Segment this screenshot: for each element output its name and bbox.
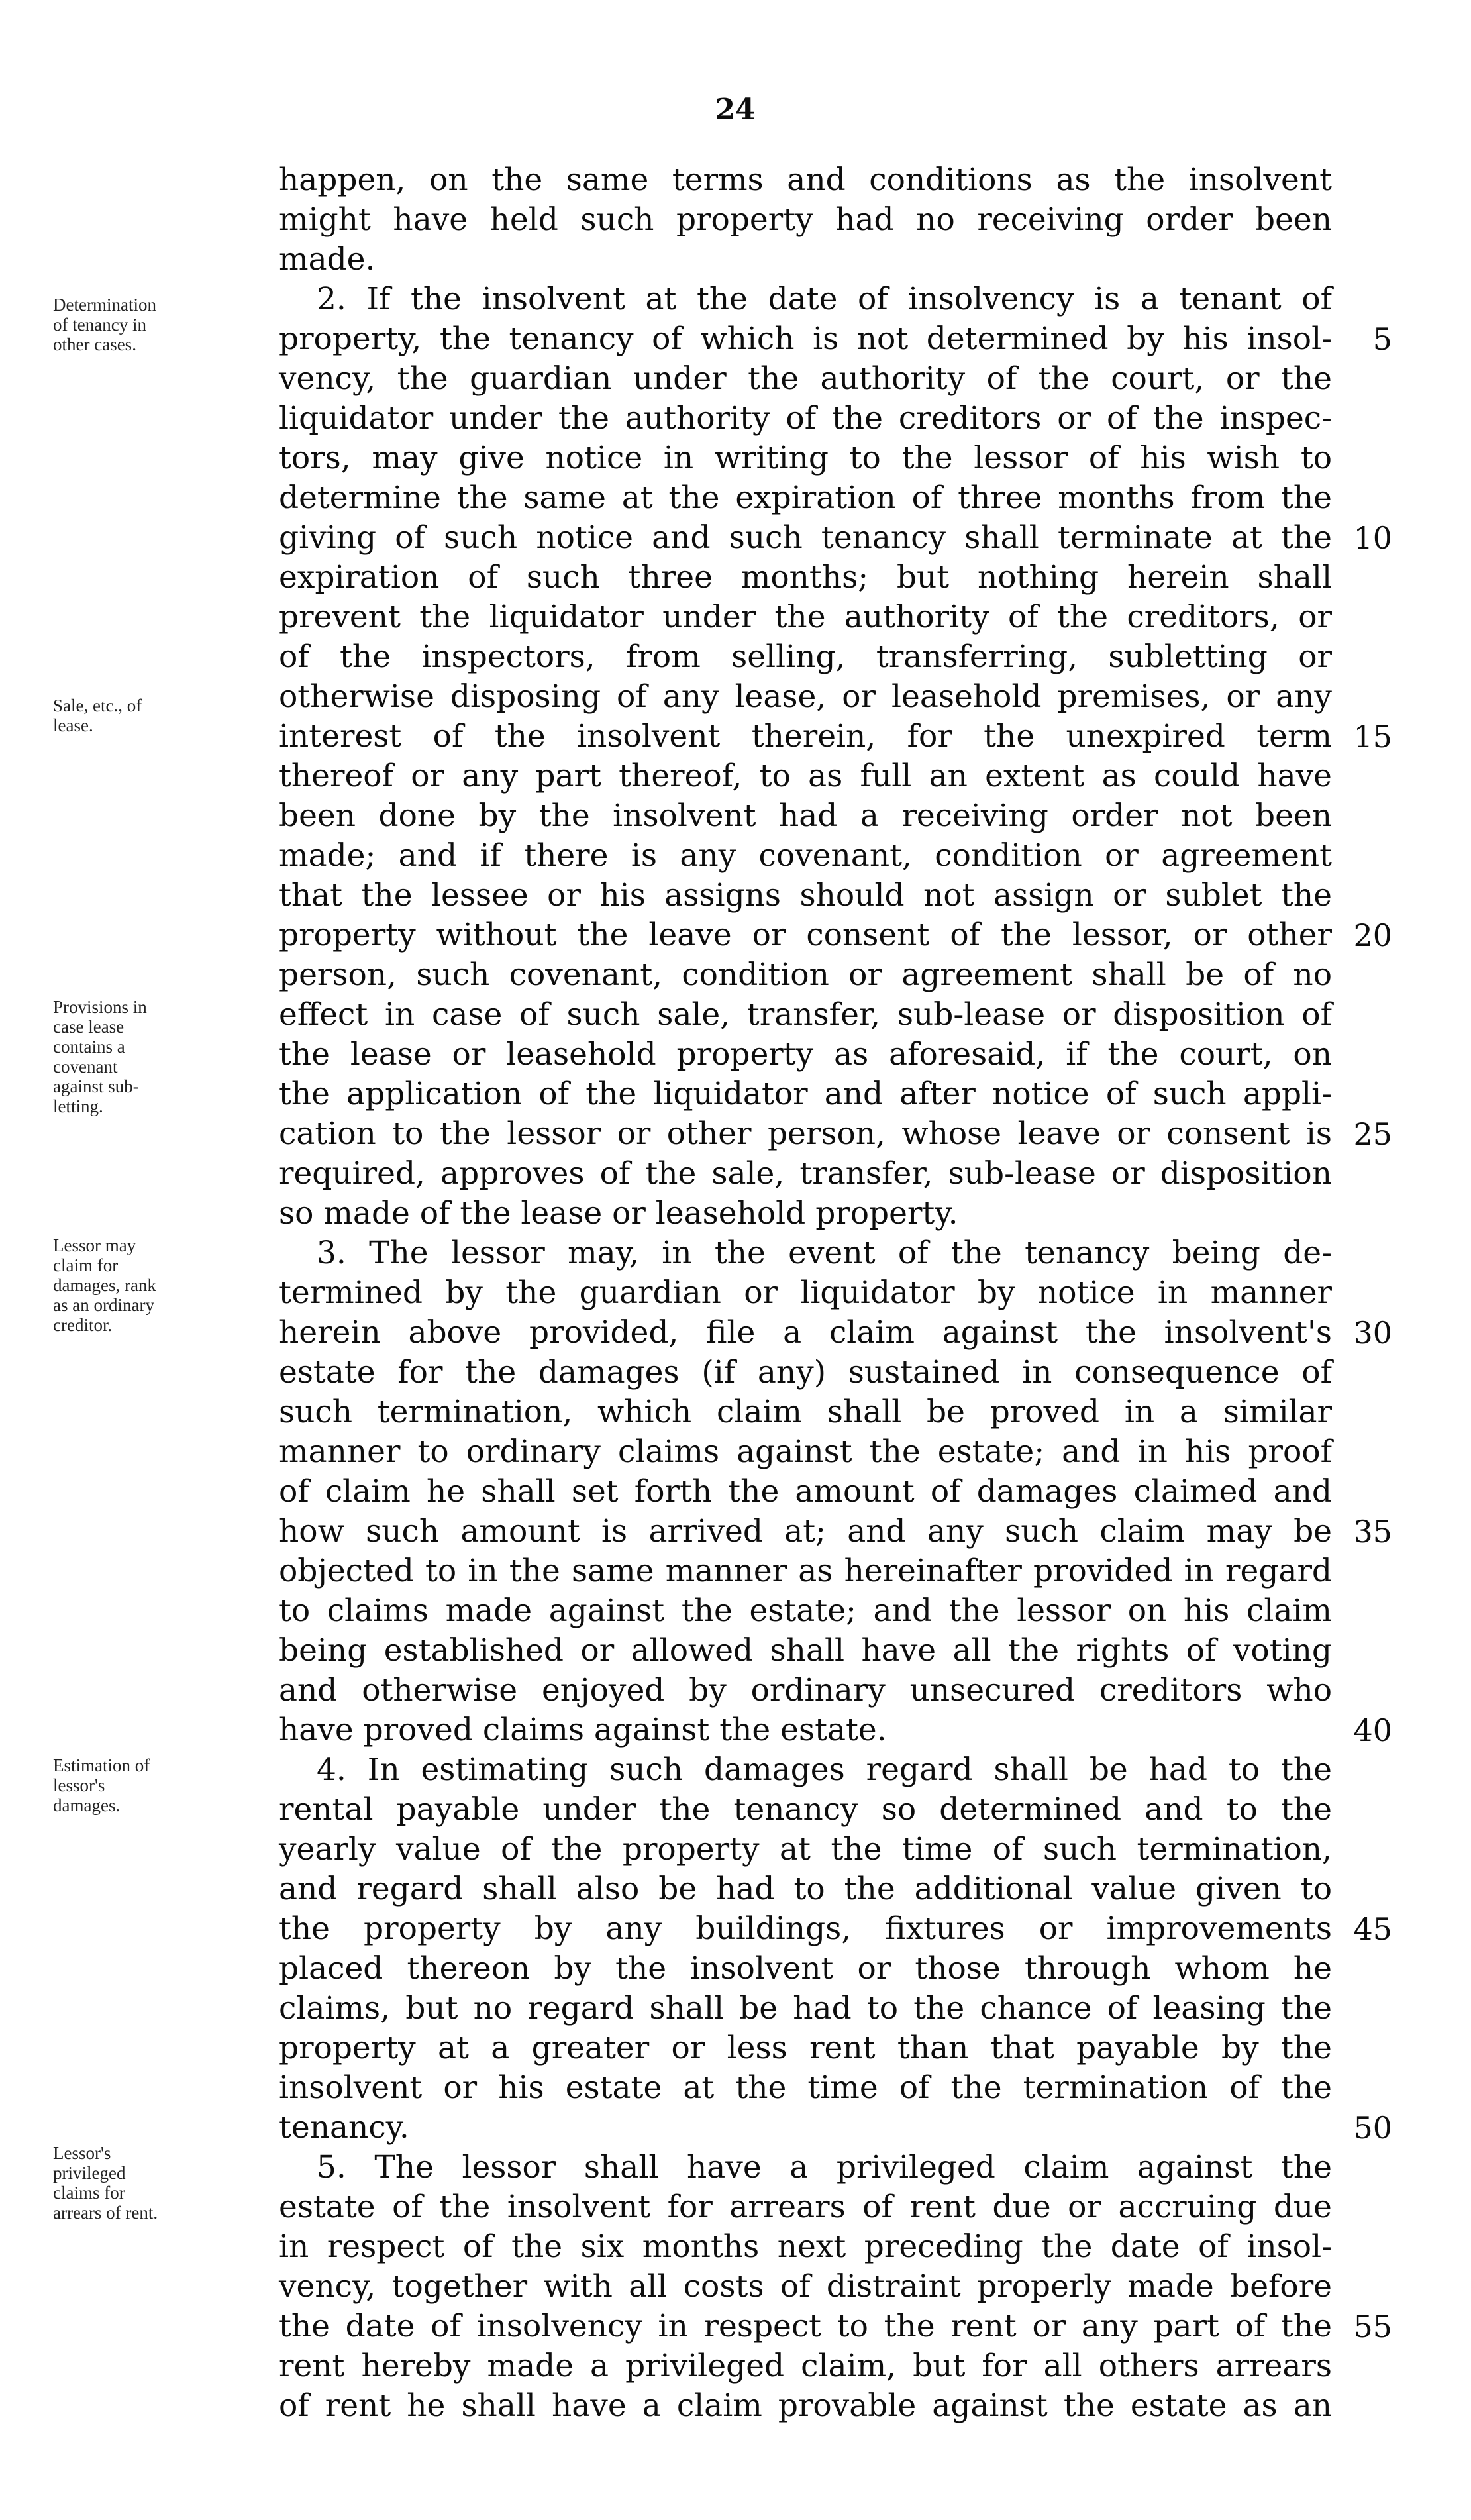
body-line-51: 5. The lessor shall have a privileged claim against the (317, 2149, 1332, 2185)
body-line-4: 2. If the insolvent at the date of insolvency is a tenant of (317, 281, 1332, 317)
body-line-48: property at a greater or less rent than that payable by the (279, 2030, 1332, 2066)
body-line-17: been done by the insolvent had a receiving order not been (279, 798, 1332, 834)
body-line-6: vency, the guardian under the authority of the court, or the (279, 360, 1332, 397)
line-number: 55 (1353, 2309, 1392, 2344)
line-number: 15 (1353, 719, 1392, 755)
body-line-39: and otherwise enjoyed by ordinary unsecured creditors who (279, 1672, 1332, 1708)
body-line-3: made. (279, 241, 376, 278)
body-line-24: the application of the liquidator and after notice of such appli- (279, 1076, 1332, 1112)
body-line-22: effect in case of such sale, transfer, sub-lease or disposition of (279, 996, 1332, 1033)
body-line-49: insolvent or his estate at the time of the termination of the (279, 2070, 1332, 2106)
body-line-23: the lease or leasehold property as aforesaid, if the court, on (279, 1036, 1332, 1073)
body-line-46: placed thereon by the insolvent or those through whom he (279, 1950, 1332, 1987)
margin-note-determination-of-tenancy: Determination of tenancy in other cases. (53, 295, 156, 354)
body-line-52: estate of the insolvent for arrears of rent due or accruing due (279, 2189, 1332, 2225)
body-line-40: have proved claims against the estate. (279, 1712, 887, 1748)
body-line-15: interest of the insolvent therein, for the unexpired term (279, 718, 1332, 755)
body-line-28: 3. The lessor may, in the event of the tenancy being de- (317, 1235, 1332, 1271)
body-line-36: objected to in the same manner as hereinafter provided in regard (279, 1553, 1332, 1589)
body-line-53: in respect of the six months next preceding the date of insol- (279, 2229, 1332, 2265)
body-line-8: tors, may give notice in writing to the lessor of his wish to (279, 440, 1332, 476)
body-line-14: otherwise disposing of any lease, or leasehold premises, or any (279, 678, 1332, 715)
body-line-54: vency, together with all costs of distraint properly made before (279, 2268, 1332, 2305)
line-number: 10 (1353, 520, 1392, 556)
line-number: 30 (1353, 1315, 1392, 1351)
line-number: 25 (1353, 1116, 1392, 1152)
body-line-10: giving of such notice and such tenancy shall terminate at the (279, 519, 1332, 556)
body-line-1: happen, on the same terms and conditions as the insolvent (279, 162, 1332, 198)
body-line-11: expiration of such three months; but nothing herein shall (279, 559, 1332, 596)
body-line-42: rental payable under the tenancy so determined and to the (279, 1791, 1332, 1828)
body-line-26: required, approves of the sale, transfer, sub-lease or disposition (279, 1155, 1332, 1192)
body-line-18: made; and if there is any covenant, condition or agreement (279, 837, 1332, 874)
body-line-2: might have held such property had no receiving order been (279, 201, 1332, 238)
body-line-16: thereof or any part thereof, to as full an extent as could have (279, 758, 1332, 794)
body-line-32: such termination, which claim shall be proved in a similar (279, 1394, 1332, 1430)
margin-note-privileged-claims: Lessor's privileged claims for arrears of rent. (53, 2143, 158, 2223)
body-line-30: herein above provided, file a claim against the insolvent's (279, 1314, 1332, 1351)
body-line-5: property, the tenancy of which is not determined by his insol- (279, 321, 1332, 357)
body-line-19: that the lessee or his assigns should not assign or sublet the (279, 877, 1332, 914)
body-line-57: of rent he shall have a claim provable against the estate as an (279, 2388, 1332, 2424)
body-line-44: and regard shall also be had to the additional value given to (279, 1871, 1332, 1907)
line-number: 45 (1353, 1911, 1392, 1947)
body-line-27: so made of the lease or leasehold property. (279, 1195, 958, 1232)
body-line-33: manner to ordinary claims against the estate; and in his proof (279, 1434, 1332, 1470)
body-line-55: the date of insolvency in respect to the rent or any part of the (279, 2308, 1332, 2344)
body-line-21: person, such covenant, condition or agreement shall be of no (279, 957, 1332, 993)
body-line-47: claims, but no regard shall be had to the chance of leasing the (279, 1990, 1332, 2026)
margin-note-sale-of-lease: Sale, etc., of lease. (53, 696, 142, 735)
body-line-34: of claim he shall set forth the amount of damages claimed and (279, 1473, 1332, 1510)
margin-note-lessor-may-claim: Lessor may claim for damages, rank as an ordinary creditor. (53, 1235, 156, 1335)
page-number: 24 (715, 93, 756, 127)
body-line-29: termined by the guardian or liquidator by notice in manner (279, 1275, 1332, 1311)
body-line-45: the property by any buildings, fixtures or improvements (279, 1911, 1332, 1947)
body-line-56: rent hereby made a privileged claim, but for all others arrears (279, 2348, 1332, 2384)
line-number: 5 (1372, 321, 1392, 357)
body-line-20: property without the leave or consent of the lessor, or other (279, 917, 1332, 953)
margin-note-provisions-sub-letting: Provisions in case lease contains a covenant against sub- letting. (53, 997, 147, 1116)
margin-note-estimation-of-damages: Estimation of lessor's damages. (53, 1756, 150, 1815)
body-line-37: to claims made against the estate; and the lessor on his claim (279, 1593, 1332, 1629)
body-line-31: estate for the damages (if any) sustained in consequence of (279, 1354, 1332, 1391)
body-line-50: tenancy. (279, 2109, 409, 2146)
body-line-35: how such amount is arrived at; and any such claim may be (279, 1513, 1332, 1549)
body-line-13: of the inspectors, from selling, transferring, subletting or (279, 639, 1332, 675)
body-line-38: being established or allowed shall have all the rights of voting (279, 1632, 1332, 1669)
line-number: 40 (1353, 1712, 1392, 1748)
body-line-25: cation to the lessor or other person, whose leave or consent is (279, 1116, 1332, 1152)
body-line-9: determine the same at the expiration of three months from the (279, 480, 1332, 516)
body-line-12: prevent the liquidator under the authority of the creditors, or (279, 599, 1332, 635)
body-line-43: yearly value of the property at the time of such termination, (279, 1831, 1332, 1867)
body-line-7: liquidator under the authority of the creditors or of the inspec- (279, 400, 1332, 437)
line-number: 50 (1353, 2110, 1392, 2146)
body-line-41: 4. In estimating such damages regard shall be had to the (317, 1752, 1332, 1788)
line-number: 20 (1353, 918, 1392, 953)
line-number: 35 (1353, 1514, 1392, 1549)
